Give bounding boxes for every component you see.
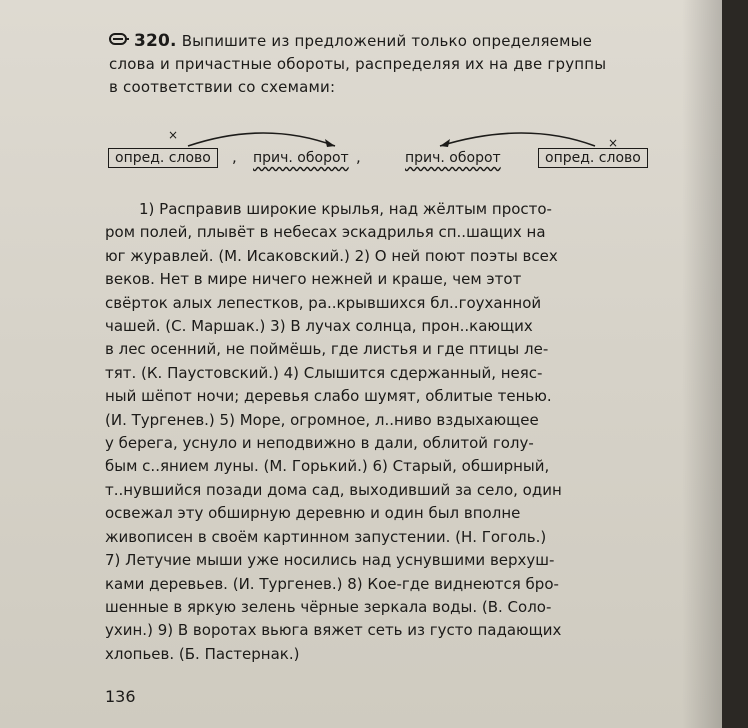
text-line: 1) Расправив широкие крылья, над жёлтым просто- bbox=[139, 200, 552, 218]
left-scheme-comma: , bbox=[232, 148, 237, 166]
schemes-row bbox=[0, 118, 722, 188]
text-line: хлопьев. (Б. Пастернак.) bbox=[105, 644, 300, 663]
text-line: ный шёпот ночи; деревья слабо шумят, облитые тенью. bbox=[105, 387, 552, 406]
text-line: ухин.) 9) В воротах вьюга вяжет сеть из густо падающих bbox=[105, 621, 562, 640]
text-line: веков. Нет в мире ничего нежней и краше, чем этот bbox=[105, 270, 522, 289]
text-line: юг журавлей. (М. Исаковский.) 2) О ней поют поэты всех bbox=[105, 246, 558, 265]
text-line: тят. (К. Паустовский.) 4) Слышится сдержанный, неяс- bbox=[105, 363, 543, 382]
text-line: чашей. (С. Маршак.) 3) В лучах солнца, прон..кающих bbox=[105, 317, 533, 336]
left-scheme-trailing-comma: , bbox=[356, 148, 361, 166]
right-scheme-phrase: прич. оборот bbox=[405, 150, 501, 166]
task-header bbox=[109, 30, 679, 99]
text-line: бым с..янием луны. (М. Горький.) 6) Старый, обширный, bbox=[105, 457, 550, 476]
text-line: в лес осенний, не поймёшь, где листья и где птицы ле- bbox=[105, 340, 549, 359]
right-scheme-word-box: опред. слово bbox=[538, 148, 648, 168]
text-line: (И. Тургенев.) 5) Море, огромное, л..ниво вздыхающее bbox=[105, 410, 539, 429]
left-scheme-word-box: опред. слово bbox=[108, 148, 218, 168]
text-line: ками деревьев. (И. Тургенев.) 8) Кое-где виднеются бро- bbox=[105, 574, 559, 593]
task-instruction-line-2: слова и причастные обороты, распределяя их на две группы bbox=[109, 55, 607, 73]
text-line: т..нувшийся позади дома сад, выходивший за село, один bbox=[105, 480, 562, 499]
text-line: шенные в яркую зелень чёрные зеркала воды. (В. Соло- bbox=[105, 597, 552, 616]
page-number: 136 bbox=[105, 687, 136, 706]
text-line: ром полей, плывёт в небесах эскадрилья сп..шащих на bbox=[105, 223, 546, 242]
task-instruction-line-3: в соответствии со схемами: bbox=[109, 78, 336, 96]
task-instruction-line-1: Выпишите из предложений только определяемые bbox=[181, 32, 593, 50]
task-number: 320. bbox=[133, 31, 177, 51]
right-scheme-cross: × bbox=[608, 136, 619, 150]
text-line: свёрток алых лепестков, ра..крывшихся бл..гоуханной bbox=[105, 293, 542, 312]
text-line: освежал эту обширную деревню и один был вполне bbox=[105, 504, 521, 523]
left-scheme-phrase: прич. оборот bbox=[253, 150, 349, 166]
writing-task-icon bbox=[109, 30, 129, 53]
text-line: 7) Летучие мыши уже носились над уснувшими верхуш- bbox=[105, 551, 555, 570]
left-scheme-cross: × bbox=[168, 128, 179, 142]
text-line: живописен в своём картинном запустении. (Н. Гоголь.) bbox=[105, 527, 547, 546]
text-line: у берега, уснуло и неподвижно в дали, облитой голу- bbox=[105, 434, 534, 453]
exercise-text bbox=[105, 198, 667, 666]
